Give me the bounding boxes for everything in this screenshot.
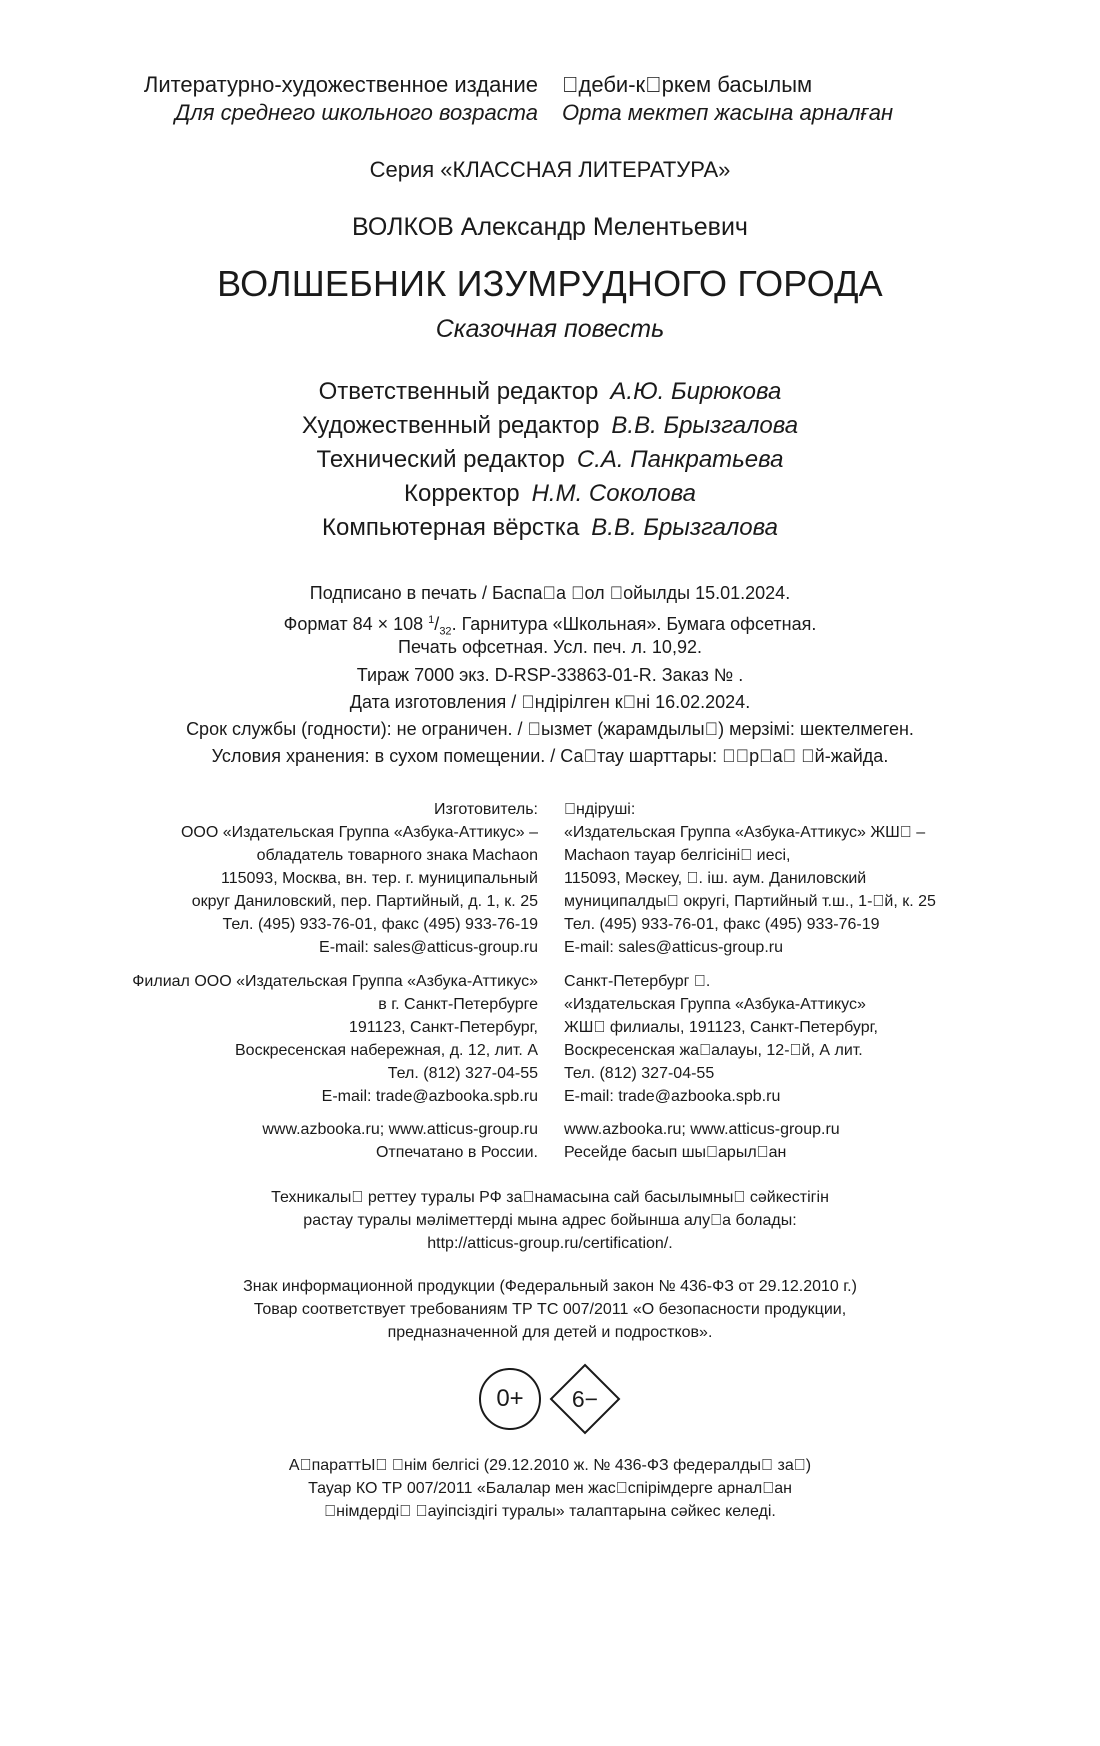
- branch-ru: [132, 970, 538, 1108]
- text-line: предназначенной для детей и подростков».: [387, 1324, 713, 1341]
- credit-line: [0, 480, 1100, 508]
- edition-type-ru: Литературно-художественное издание: [143, 72, 538, 97]
- header-left: [144, 71, 538, 127]
- text-line: E-mail: trade@azbooka.spb.ru: [321, 1088, 538, 1105]
- imprint-details: [0, 580, 1100, 770]
- credit-line: [0, 446, 1100, 474]
- manufacture-date: Дата изготовления /  ндірілген к ні 16.02.2024.: [349, 691, 751, 712]
- header-right: [562, 71, 893, 127]
- text-line: 191123, Санкт-Петербург,: [348, 1019, 538, 1036]
- website-links: www.azbooka.ru; www.atticus-group.ru: [564, 1121, 840, 1138]
- info-sign-note: [0, 1275, 1100, 1344]
- text-line: растау туралы мәліметтерді мына адрес бойынша алу а болады:: [303, 1212, 797, 1229]
- text-line: 115093, Москва, вн. тер. г. муниципальный: [220, 870, 538, 887]
- age-rating-diamond-label: 6−: [571, 1385, 599, 1412]
- credit-role: Корректор: [404, 480, 520, 507]
- text-line: E-mail: trade@azbooka.spb.ru: [564, 1088, 781, 1105]
- credit-person: Н.М. Соколова: [531, 480, 696, 507]
- edition-type-kz:  деби-к ркем басылым: [562, 72, 813, 97]
- text-line: в г. Санкт-Петербурге: [378, 996, 538, 1013]
- text-line: Тауар КО ТР 007/2011 «Балалар мен жас спірімдерге арнал ан: [308, 1480, 792, 1497]
- text-line: обладатель товарного знака Machaon: [256, 847, 538, 864]
- branch-kz: [564, 970, 878, 1108]
- text-line: Товар соответствует требованиям ТР ТС 007/2011 «О безопасности продукции,: [253, 1301, 847, 1318]
- text-line: 115093, Мәскеу,  . іш. аум. Даниловский: [564, 870, 867, 887]
- format-fraction-den: 32: [439, 625, 452, 638]
- text-line: Изготовитель:: [434, 801, 538, 818]
- text-line: А параттЫ   нім белгісі (29.12.2010 ж. № 436-ФЗ федералды  за ): [288, 1457, 812, 1474]
- text-line: муниципалды  округі, Партийный т.ш., 1- й, к. 25: [564, 893, 936, 910]
- text-line: E-mail: sales@atticus-group.ru: [564, 939, 783, 956]
- storage-conditions: Условия хранения: в сухом помещении. / Са тау шарттары:   р а   й-жайда.: [211, 746, 889, 767]
- text-line: Тел. (495) 933-76-01, факс (495) 933-76-19: [564, 916, 880, 933]
- signed-to-print: Подписано в печать / Баспа а  ол  ойылды 15.01.2024.: [309, 583, 791, 603]
- age-audience-ru: Для среднего школьного возраста: [174, 100, 538, 125]
- text-line: Тел. (495) 933-76-01, факс (495) 933-76-19: [222, 916, 538, 933]
- format-suffix: . Гарнитура «Школьная». Бумага офсетная.: [451, 614, 817, 635]
- text-line: Machaon тауар белгісіні  иесі,: [564, 847, 791, 864]
- credit-person: С.А. Панкратьева: [576, 446, 784, 473]
- credit-role: Технический редактор: [316, 446, 565, 473]
- manufacturer-kz: [564, 798, 936, 959]
- credit-person: В.В. Брызгалова: [611, 412, 799, 439]
- series-line: Серия «КЛАССНАЯ ЛИТЕРАТУРА»: [369, 157, 731, 182]
- age-rating-circle-icon: [479, 1368, 541, 1430]
- credit-line: [0, 514, 1100, 542]
- text-line: округ Даниловский, пер. Партийный, д. 1, к. 25: [191, 893, 538, 910]
- website-links: www.azbooka.ru; www.atticus-group.ru: [262, 1121, 538, 1138]
- manufacturer-ru: [181, 798, 538, 959]
- web-ru: [262, 1118, 538, 1164]
- author-name: ВОЛКОВ Александр Мелентьевич: [352, 213, 748, 241]
- credit-role: Ответственный редактор: [318, 378, 599, 405]
- certification-link: http://atticus-group.ru/certification/.: [427, 1235, 673, 1252]
- text-line: Знак информационной продукции (Федеральный закон № 436-ФЗ от 29.12.2010 г.): [243, 1278, 857, 1295]
- certification-note: [0, 1186, 1100, 1255]
- text-line:  ндіруші:: [564, 801, 636, 818]
- text-line: Тел. (812) 327-04-55: [387, 1065, 538, 1082]
- text-line: Техникалы  реттеу туралы РФ за намасына сай басылымны  сәйкестігін: [271, 1189, 829, 1206]
- text-line: Воскресенская жа алауы, 12- й, А лит.: [564, 1042, 863, 1059]
- text-line: Санкт-Петербург  .: [564, 973, 711, 990]
- book-subtitle: Сказочная повесть: [435, 315, 665, 343]
- credit-person: А.Ю. Бирюкова: [610, 378, 782, 405]
- text-line: ООО «Издательская Группа «Азбука-Аттикус» –: [180, 824, 538, 841]
- printed-in: Отпечатано в России.: [375, 1144, 538, 1161]
- credit-line: [0, 412, 1100, 440]
- text-line: ЖШ  филиалы, 191123, Санкт-Петербург,: [564, 1019, 878, 1036]
- credit-person: В.В. Брызгалова: [591, 514, 778, 541]
- text-line: Воскресенская набережная, д. 12, лит. А: [235, 1042, 538, 1059]
- printed-in: Ресейде басып шы арыл ан: [564, 1144, 787, 1161]
- credit-role: Художественный редактор: [301, 412, 600, 439]
- credit-line: [0, 378, 1100, 406]
- text-line: «Издательская Группа «Азбука-Аттикус»: [564, 996, 866, 1013]
- book-title: ВОЛШЕБНИК ИЗУМРУДНОГО ГОРОДА: [217, 263, 883, 304]
- credit-role: Компьютерная вёрстка: [322, 514, 580, 541]
- format-prefix: Формат 84 × 108: [283, 614, 429, 635]
- age-audience-kz: Орта мектеп жасына арналған: [562, 100, 894, 125]
- age-rating-diamond-label-box: [549, 1363, 621, 1435]
- text-line: «Издательская Группа «Азбука-Аттикус» ЖШ  –: [564, 824, 926, 841]
- print-run: Тираж 7000 экз. D-RSP-33863-01-R. Заказ № .: [356, 664, 744, 685]
- text-line:  німдерді   ауіпсіздігі туралы» талаптарына сәйкес келеді.: [324, 1503, 776, 1520]
- format-line: Формат 84 × 108 $^1/_{32}$. Гарнитура «Школьная». Бумага офсетная.: [283, 614, 817, 638]
- service-life: Срок службы (годности): не ограничен. /  ызмет (жарамдылы ) мерзімі: шектелмеген.: [186, 718, 914, 739]
- age-rating-circle-label: 0+: [496, 1385, 524, 1412]
- print-type: Печать офсетная. Усл. печ. л. 10,92.: [398, 637, 702, 658]
- text-line: Филиал ООО «Издательская Группа «Азбука-Аттикус»: [132, 973, 538, 990]
- text-line: Тел. (812) 327-04-55: [564, 1065, 715, 1082]
- info-sign-note-kz: [0, 1454, 1100, 1523]
- web-kz: [564, 1118, 840, 1164]
- text-line: E-mail: sales@atticus-group.ru: [319, 939, 538, 956]
- format-fraction-num: 1: [428, 614, 435, 627]
